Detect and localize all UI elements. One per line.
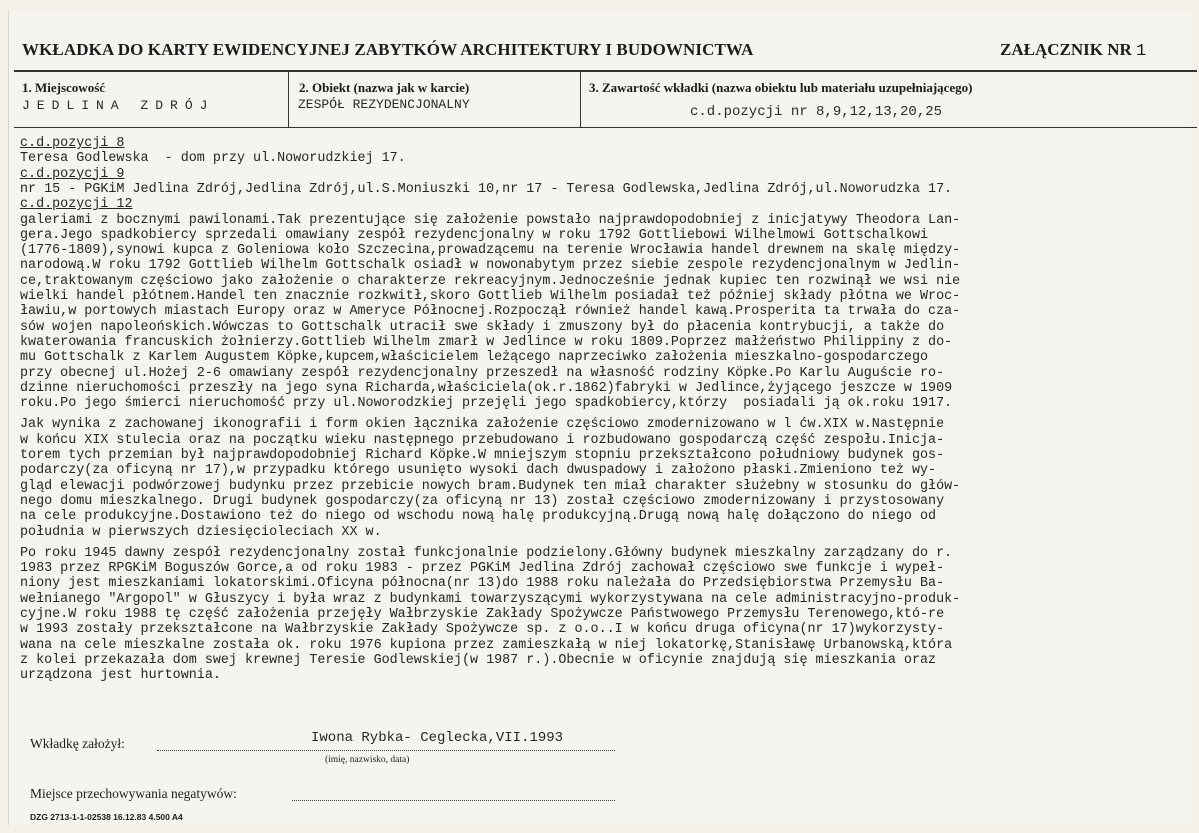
- body-line: przy obecnej ul.Hożej 2-6 omawiany zespół rezydencjonalny przeszedł na własność rodziny Köpke.Po Karlu Auguście ro-: [20, 365, 945, 381]
- body-line: galeriami z bocznymi pawilonami.Tak prezentujące się założenie powstało najprawdopodobniej z inicjatywy Theodora Lan-: [20, 212, 961, 228]
- field-divider-2: [580, 71, 581, 127]
- body-line: ławiu,w portowych miastach Europy oraz w Ameryce Północnej.Rozpoczął również handel kawą.Prosperita ta trwała do cza-: [20, 304, 961, 320]
- negatives-label: Miejsce przechowywania negatywów:: [30, 786, 237, 801]
- locality-value: JEDLINA ZDRÓJ: [22, 98, 215, 113]
- body-line: roku.Po jego śmierci nieruchomość przy ul.Noworodzkiej przejęli jego spadkobiercy,którzy posiadali ją ok.roku 1917.: [20, 396, 953, 412]
- body-line: południa w pierwszych dziesięcioleciach XX w.: [20, 524, 382, 540]
- section-heading: c.d.pozycji 9: [20, 166, 125, 182]
- body-line: Jak wynika z zachowanej ikonografii i form okien łącznika założenie częściowo zmodernizowano w l ćw.XIX w.Następnie: [20, 417, 945, 433]
- body-line: Teresa Godlewska - dom przy ul.Noworudzkiej 17.: [20, 151, 406, 167]
- form-title: WKŁADKA DO KARTY EWIDENCYJNEJ ZABYTKÓW ARCHITEKTURY I BUDOWNICTWA: [22, 40, 754, 59]
- body-line: cyjne.W roku 1988 tę część założenia przejęły Wałbrzyskie Zakłady Spożywcze Państwowego Przemysłu Terenowego,któ-re: [20, 607, 945, 622]
- body-line: niony jest mieszkaniami lokatorskimi.Oficyna północna(nr 13)do 1988 roku należała do Przedsiębiorstwa Przemysłu Ba-: [20, 576, 945, 592]
- body-line: w 1993 zostały przekształcone na Wałbrzyskie Zakłady Spożywcze sp. z o.o..I w końcu druga oficyna(nr 17)wykorzysty-: [20, 622, 945, 638]
- content-label: 3. Zawartość wkładki (nazwa obiektu lub materiału uzupełniającego): [589, 80, 973, 95]
- body-line: gera.Jego spadkobiercy sprzedali omawiany zespół rezydencjonalny w roku 1792 Gottliebowi Wilhelmowi Gottschalkowi: [20, 227, 929, 243]
- body-line: urządzona jest hurtownia.: [20, 668, 221, 684]
- filled-by-value: Iwona Rybka- Ceglecka,VII.1993: [311, 730, 564, 746]
- header-rule: [14, 70, 1197, 72]
- body-line: nego domu mieszkalnego. Drugi budynek gospodarczy(za oficyną nr 13) został częściowo zmodernizowany i przystosowany: [20, 493, 945, 509]
- body-line: wełnianego "Argopol" w Głuszycy i była wraz z budynkami towarzyszącymi wykorzystywana na cele administracyjno-produk-: [20, 591, 961, 607]
- body-line: wana na cele mieszkalne została ok. roku 1976 kupiona przez zamieszkałą w niej lokatorkę,Stanisławę Urbanowską,która: [20, 637, 953, 653]
- filled-by-label: Wkładkę założył:: [30, 736, 125, 751]
- body-line: wielki handel płótnem.Handel ten znacznie rozkwitł,skoro Gottlieb Wilhelm posiadał też później składy płótna we Wroc-: [20, 289, 961, 304]
- body-line: sów wojen napoleońskich.Wówczas to Gottschalk utracił swe składy i zmuszony był do płacenia kontrybucji, a także do: [20, 319, 945, 335]
- locality-label: 1. Miejscowość: [22, 80, 106, 95]
- body-line: podarczy(za oficyną nr 17),w przypadku którego usunięto wysoki dach dwuspadowy i założono płaski.Zmieniono też wy-: [20, 463, 937, 479]
- body-line: z kolei przekazała dom swej krewnej Teresie Godlewskiej(w 1987 r.).Obecnie w oficynie znajdują się mieszkania oraz: [20, 652, 937, 668]
- attachment-number: 1: [1136, 42, 1147, 61]
- body-line: ce,traktowanym częściowo jako założenie o charakterze rekreacyjnym.Jednocześnie jednak kupiec ten rozwinął we wsi nie: [20, 273, 961, 289]
- print-info: DZG 2713-1-1-02538 16.12.83 4.500 A4: [30, 812, 183, 822]
- negatives-line: [292, 800, 615, 801]
- body-line: 1983 przez RPGKiM Boguszów Gorce,a od roku 1983 - przez PGKiM Jedlina Zdrój zachował częściowo swe funkcje i wypeł-: [20, 561, 945, 577]
- body-line: na cele produkcyjne.Dostawiono też do niego od wschodu nową halę produkcyjną.Drugą nową halę dołączono do niego od: [20, 509, 937, 525]
- section-heading: c.d.pozycji 8: [20, 136, 125, 151]
- attachment-number-label: [1000, 40, 1146, 61]
- body-line: w końcu XIX stulecia oraz na początku wieku następnego przebudowano i rozbudowano gospodarczą część zespołu.Inicja-: [20, 432, 945, 448]
- body-line: narodową.W roku 1792 Gottlieb Wilhelm Gottschalk osiadł w nowonabytym przez siebie zespole rezydencjonalnym w Jedlin-: [20, 258, 961, 274]
- body-line: kwaterowania francuskich żołnierzy.Gottlieb Wilhelm zmarł w Jedlince w roku 1809.Poprzez małżeństwo Philippiny z do-: [20, 334, 953, 350]
- body-line: (1776-1809),synowi kupca z Goleniowa koło Szczecina,prowadzącemu na terenie Wrocławia handel drewnem na skalę między-: [20, 243, 961, 259]
- body-line: Po roku 1945 dawny zespół rezydencjonalny został funkcjonalnie podzielony.Główny budynek mieszkalny zarządzany do r.: [20, 545, 953, 561]
- attachment-label: ZAŁĄCZNIK NR: [1000, 40, 1132, 59]
- body-line: mu Gottschalk z Karlem Augustem Köpke,kupcem,właścicielem leżącego naprzeciwko założenia mieszkalno-gospodarczego: [20, 350, 929, 366]
- section-heading: c.d.pozycji 12: [20, 197, 133, 213]
- body-line: gląd elewacji podwórzowej budynku przez przebicie nowych bram.Budynek ten miał charakter służebny w stosunku do głów-: [20, 478, 961, 494]
- field-divider-1: [288, 71, 289, 127]
- filled-by-hint: (imię, nazwisko, data): [325, 755, 410, 765]
- content-value: c.d.pozycji nr 8,9,12,13,20,25: [690, 104, 943, 120]
- body-line: nr 15 - PGKiM Jedlina Zdrój,Jedlina Zdrój,ul.S.Moniuszki 10,nr 17 - Teresa Godlewska,Jedlina Zdrój,ul.Noworudzka 17.: [20, 181, 953, 197]
- body-line: dzinne nieruchomości przeszły na jego syna Richarda,właściciela(ok.r.1862)fabryki w Jedlince,żyjącego jeszcze w 1909: [20, 380, 953, 396]
- filled-by-line: [157, 750, 615, 751]
- object-label: 2. Obiekt (nazwa jak w karcie): [299, 80, 470, 95]
- body-line: torem tych przemian był najprawdopodobniej Richard Köpke.W mniejszym stopniu przekształcono południowy budynek gos-: [20, 448, 945, 463]
- object-value: ZESPÓŁ REZYDENCJONALNY: [298, 97, 470, 112]
- fields-rule: [14, 127, 1197, 128]
